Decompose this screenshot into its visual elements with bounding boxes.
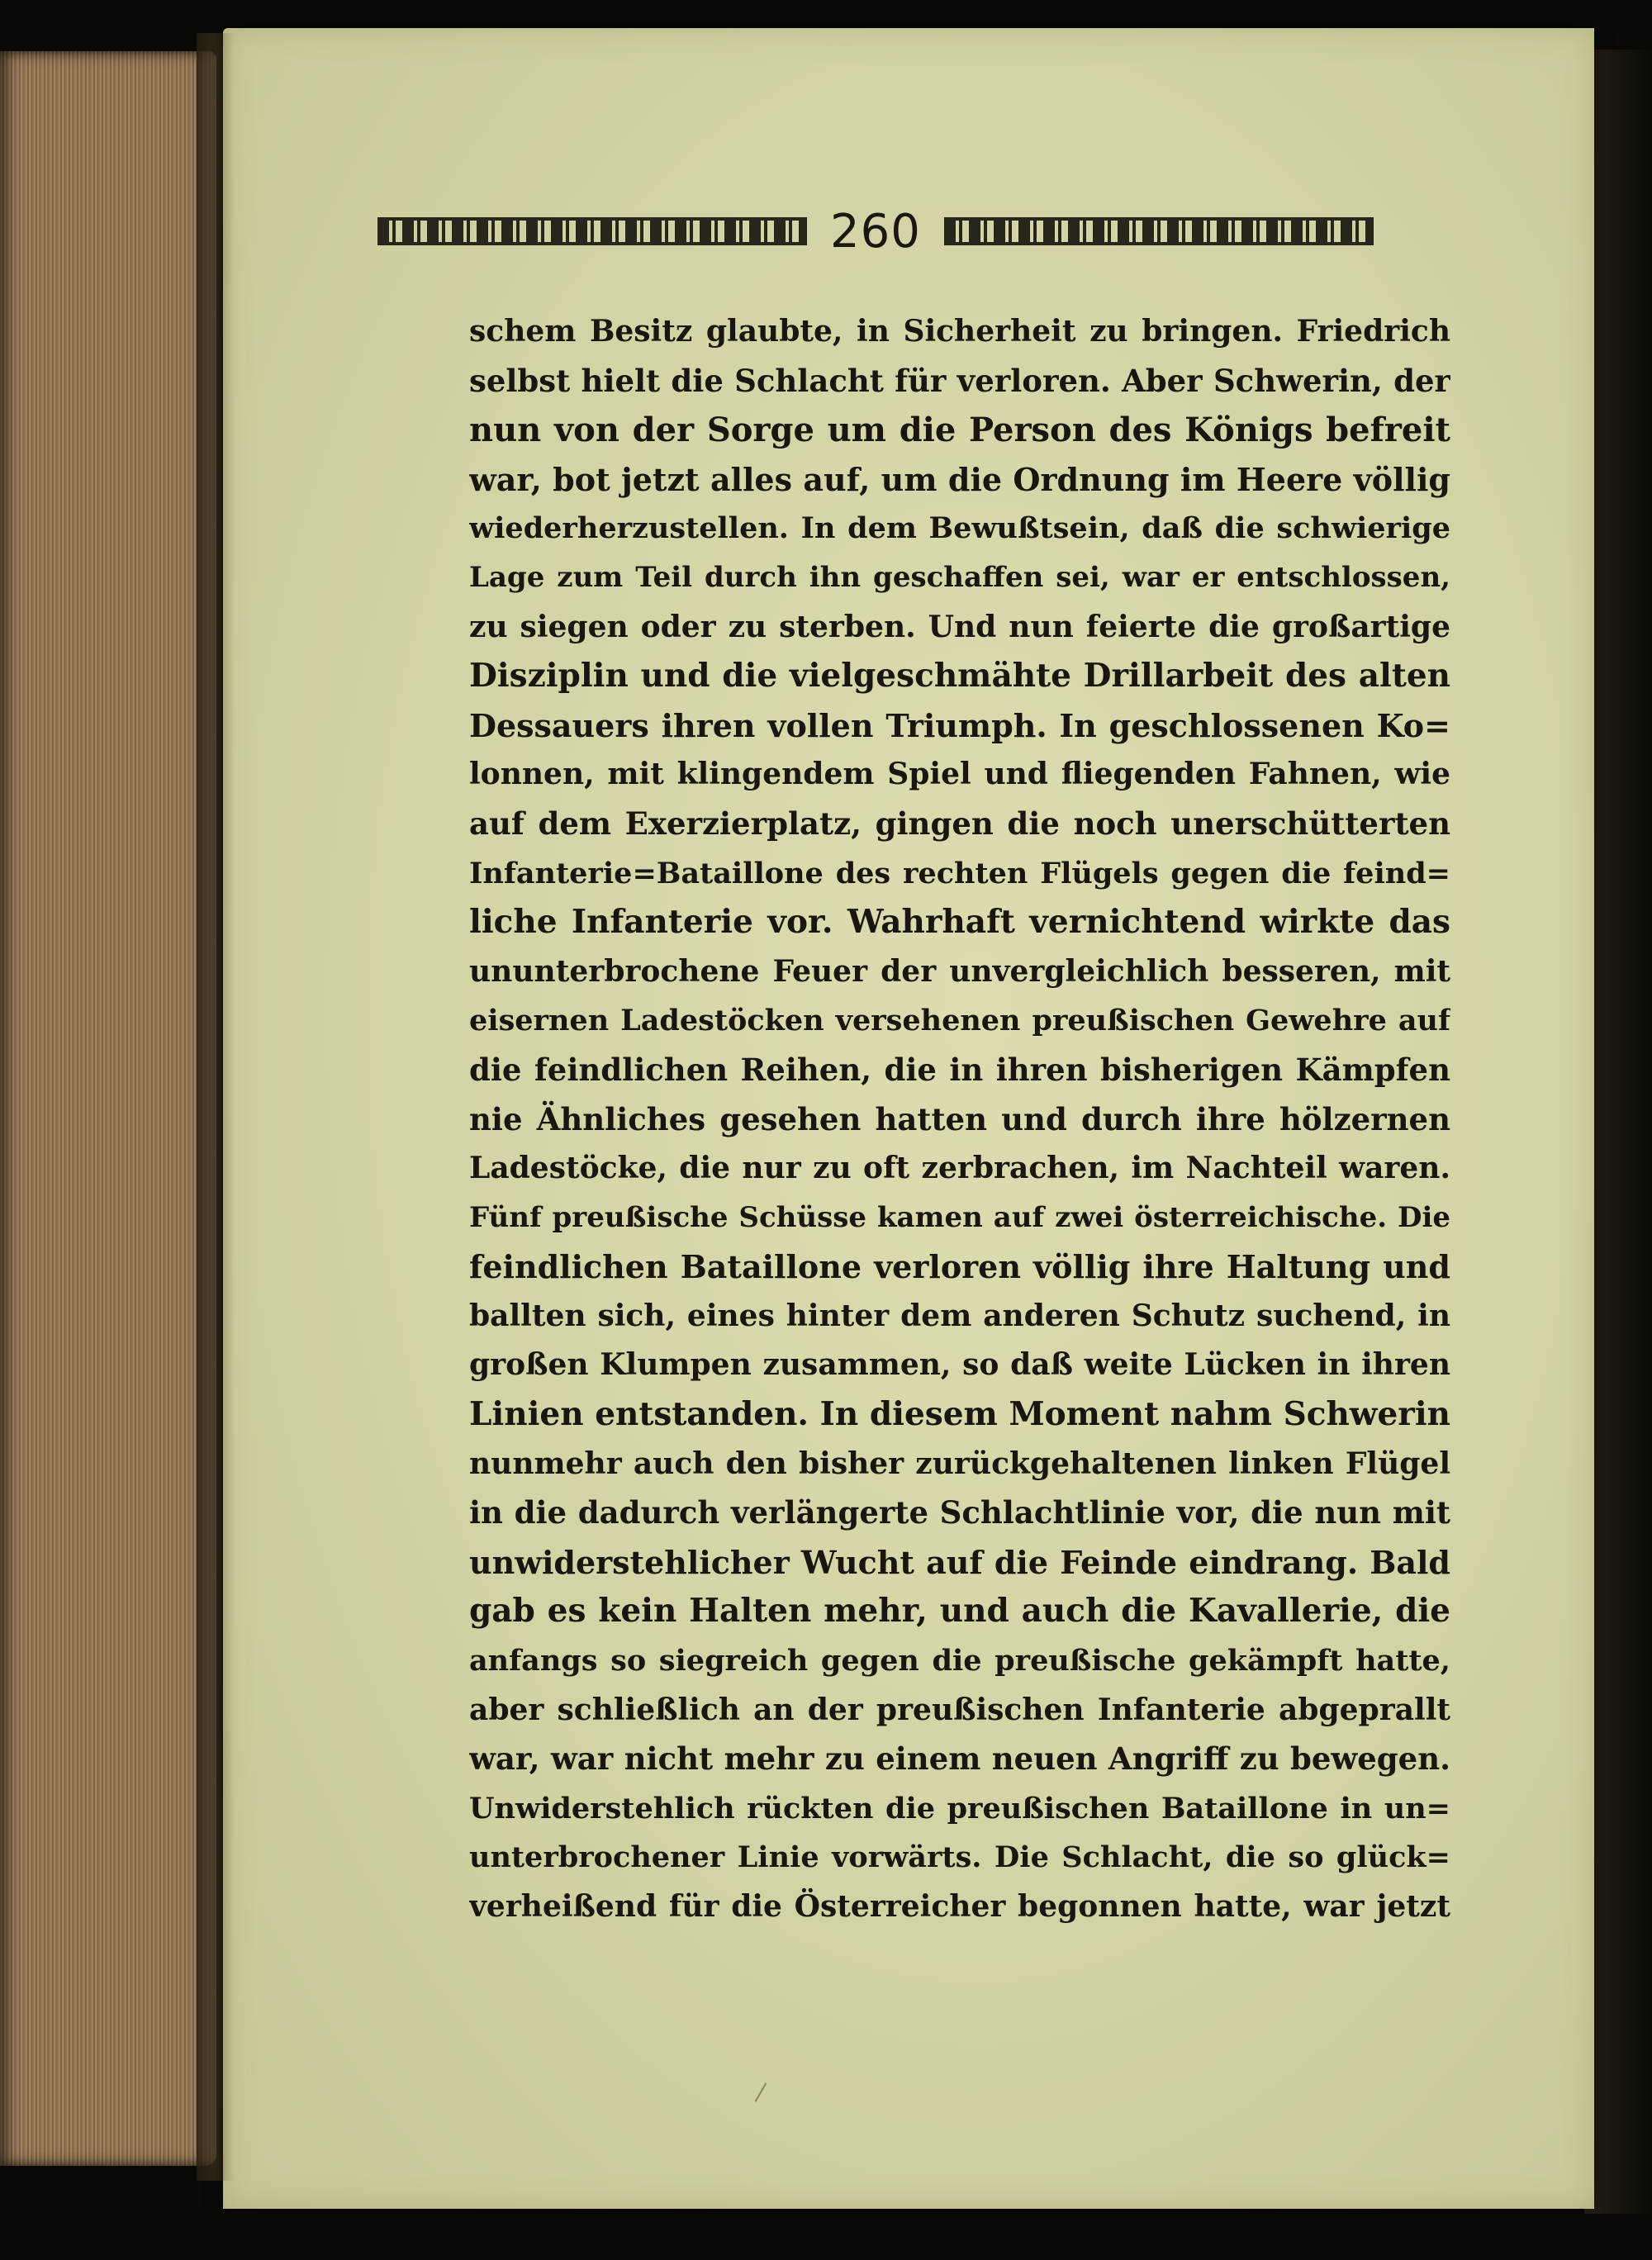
text-line: nunmehr auch den bisher zurückgehaltenen linken Flügel: [469, 1446, 1450, 1481]
text-line: großen Klumpen zusammen, so daß weite Lücken in ihren: [469, 1347, 1450, 1383]
text-line: schem Besitz glaubte, in Sicherheit zu bringen. Friedrich: [469, 314, 1450, 349]
text-line: selbst hielt die Schlacht für verloren. Aber Schwerin, der: [469, 362, 1450, 399]
text-line: liche Infanterie vor. Wahrhaft vernichtend wirkte das: [469, 903, 1450, 942]
text-line: Ladestöcke, die nur zu oft zerbrachen, im Nachteil waren.: [469, 1151, 1450, 1186]
text-line: die feindlichen Reihen, die in ihren bisherigen Kämpfen: [469, 1051, 1450, 1088]
text-line: Disziplin und die vielgeschmähte Drillarbeit des alten: [469, 657, 1450, 696]
text-line: nie Ähnliches gesehen hatten und durch ihre hölzernen: [469, 1100, 1450, 1137]
page-header: [264, 198, 1487, 264]
text-line: war, bot jetzt alles auf, um die Ordnung im Heere völlig: [469, 460, 1450, 498]
header-ornament-right: [944, 217, 1374, 245]
text-line: unterbrochener Linie vorwärts. Die Schlacht, die so glück=: [469, 1840, 1450, 1875]
text-line: Dessauers ihren vollen Triumph. In geschlossenen Ko=: [469, 706, 1450, 744]
text-line: verheißend für die Österreicher begonnen hatte, war jetzt: [469, 1889, 1450, 1924]
body-text: [469, 307, 1450, 1932]
text-line: eisernen Ladestöcken versehenen preußischen Gewehre auf: [469, 1004, 1450, 1038]
text-line: ununterbrochene Feuer der unvergleichlich besseren, mit: [469, 953, 1450, 989]
text-line: gab es kein Halten mehr, und auch die Kavallerie, die: [469, 1592, 1450, 1631]
text-line: feindlichen Bataillone verloren völlig ihre Haltung und: [469, 1248, 1450, 1286]
text-line: in die dadurch verlängerte Schlachtlinie vor, die nun mit: [469, 1494, 1450, 1531]
text-line: unwiderstehlicher Wucht auf die Feinde eindrang. Bald: [469, 1543, 1450, 1581]
text-line: aber schließlich an der preußischen Infanterie abgeprallt: [469, 1692, 1450, 1727]
text-line: Infanterie=Bataillone des rechten Flügels gegen die feind=: [469, 856, 1450, 890]
text-line: auf dem Exerzierplatz, gingen die noch unerschütterten: [469, 805, 1450, 842]
text-line: Unwiderstehlich rückten die preußischen Bataillone in un=: [469, 1791, 1450, 1826]
book-cover-edge: [1584, 50, 1652, 2214]
book-gutter: [197, 33, 235, 2181]
text-line: war, war nicht mehr zu einem neuen Angriff zu bewegen.: [469, 1740, 1450, 1778]
text-line: Linien entstanden. In diesem Moment nahm Schwerin: [469, 1395, 1450, 1434]
page-number: 260: [830, 204, 921, 259]
text-line: anfangs so siegreich gegen die preußische gekämpft hatte,: [469, 1644, 1450, 1678]
text-line: Fünf preußische Schüsse kamen auf zwei österreichische. Die: [469, 1200, 1450, 1234]
book-page-edges: [0, 51, 216, 2166]
text-line: wiederherzustellen. In dem Bewußtsein, daß die schwierige: [469, 511, 1450, 546]
text-line: lonnen, mit klingendem Spiel und fliegenden Fahnen, wie: [469, 757, 1450, 792]
text-line: nun von der Sorge um die Person des Königs befreit: [469, 411, 1450, 450]
text-line: ballten sich, eines hinter dem anderen Schutz suchend, in: [469, 1298, 1450, 1333]
header-ornament-left: [377, 217, 807, 245]
text-line: Lage zum Teil durch ihn geschaffen sei, war er entschlossen,: [469, 560, 1450, 594]
text-line: zu siegen oder zu sterben. Und nun feierte die großartige: [469, 609, 1450, 644]
